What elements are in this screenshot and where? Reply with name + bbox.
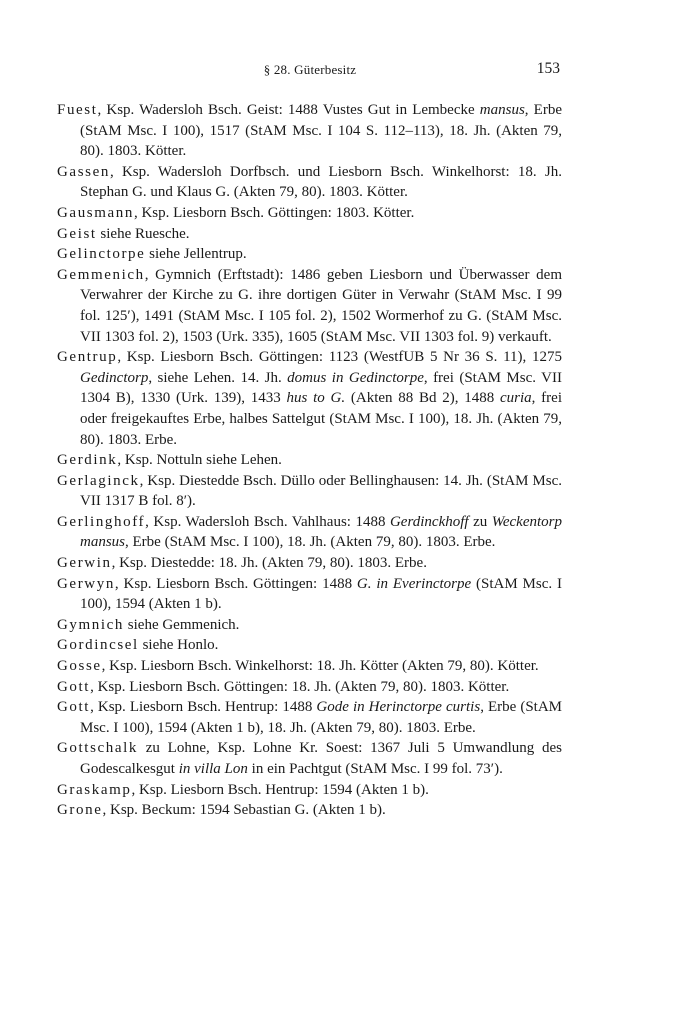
entry-headword: Gerwyn (57, 575, 115, 592)
entry-item (57, 780, 562, 801)
entry-headword: Gelinctorpe (57, 246, 146, 263)
entry-list (57, 100, 562, 821)
entry-text: , Ksp. Beckum: 1594 Sebastian G. (Akten 1 b). (102, 802, 386, 819)
entry-text: siehe Ruesche. (96, 225, 190, 242)
entry-item (57, 656, 562, 677)
entry-text-italic: Gode in Herinctorpe curtis (316, 699, 481, 716)
entry-text: , Ksp. Liesborn Bsch. Göttingen: 1488 (114, 575, 357, 592)
entry-text: , frei (StAM Msc. VII 1304 B), 1330 (Urk. 139), 1433 (80, 369, 563, 407)
entry-item (57, 512, 562, 553)
entry-text-italic: Gerdinckhoff (389, 513, 469, 530)
entry-headword: Gerlinghoff (57, 513, 146, 530)
entry-text: , frei oder freigekauftes Erbe, halbes Sattelgut (StAM Msc. I 100), 18. Jh. (Akten 79, 80). 1803. Erbe. (80, 390, 562, 448)
entry-text: , Erbe (StAM Msc. I 100), 1594 (Akten 1 b), 18. Jh. (Akten 79, 80). 1803. Erbe. (80, 699, 563, 736)
entry-text-italic: Gedinctorp (80, 369, 149, 386)
entry-text-italic: in villa Lon (178, 761, 248, 777)
entry-text: siehe Jellentrup. (145, 246, 247, 263)
entry-text: , Ksp. Liesborn Bsch. Hentrup: 1488 (90, 699, 317, 716)
entry-text: , Erbe (StAM Msc. I 100), 18. Jh. (Akten 79, 80). 1803. Erbe. (125, 534, 496, 551)
entry-headword: Gymnich (57, 616, 125, 633)
entry-text: zu Lohne, Ksp. Lohne Kr. Soest: 1367 Juli 5 Umwandlung des Godescalkesgut (80, 740, 562, 777)
entry-text: , Ksp. Wadersloh Dorfbsch. und Liesborn Bsch. Winkelhorst: 18. Jh. Stephan G. und Klaus G. (Akten 79, 80). 1803. Kötter. (80, 163, 562, 201)
page-header (60, 62, 560, 82)
entry-item (57, 677, 562, 698)
entry-item (57, 615, 562, 636)
entry-headword: Grone (57, 802, 103, 819)
entry-text-italic: hus to G. (286, 390, 346, 407)
entry-text: (Akten 88 Bd 2), 1488 (345, 390, 500, 407)
running-head: § 28. Güterbesitz (263, 62, 357, 77)
entry-text-italic: Weckentorp mansus (80, 513, 562, 551)
entry-item (57, 244, 562, 265)
entry-text: , Ksp. Diestedde Bsch. Düllo oder Bellinghausen: 14. Jh. (StAM Msc. VII 1317 B fol. 8′). (80, 472, 562, 510)
entry-item (57, 471, 562, 512)
entry-headword: Gausmann (57, 204, 134, 221)
entry-text: , Ksp. Liesborn Bsch. Göttingen: 18. Jh. (Akten 79, 80). 1803. Kötter. (90, 678, 510, 695)
entry-item (57, 100, 562, 162)
entry-text: , Ksp. Wadersloh Bsch. Geist: 1488 Vustes Gut in Lembecke (97, 102, 480, 118)
entry-item (57, 800, 562, 821)
entry-text-italic: G. in Everinctorpe (356, 575, 472, 592)
entry-headword: Gassen (57, 163, 110, 180)
entry-item (57, 162, 562, 203)
entry-headword: Gerlaginck (57, 472, 140, 489)
entry-text: , Erbe (StAM Msc. I 100), 1517 (StAM Msc. I 104 S. 112–113), 18. Jh. (Akten 79, 80). 1803. Kötter. (80, 102, 562, 160)
entry-text-italic: domus in Gedinctorpe (287, 369, 424, 386)
entry-text-italic: mansus (479, 102, 525, 118)
entry-text: siehe Honlo. (138, 637, 219, 654)
entry-item (57, 553, 562, 574)
page-number: 153 (536, 60, 560, 77)
entry-headword: Gott (57, 699, 91, 716)
entry-item (57, 574, 562, 615)
entry-text: zu (468, 513, 492, 530)
entry-headword: Geist (57, 225, 97, 242)
entry-text: , Gymnich (Erftstadt): 1486 geben Liesborn und Überwasser dem Verwahrer der Kirche zu G. ihre dortigen Güter in Verwahr (StAM Msc. I 99 fol. 125′), 1491 (StAM Msc. I 105 fol. 2), 1502 Wormerhof zu G. (StAM Msc. VII 1303 fol. 2), 1503 (Urk. 335), 1605 (StAM Msc. VII 1303 fol. 9) verkauft. (80, 266, 562, 345)
entry-headword: Gemmenich (57, 266, 145, 283)
entry-headword: Gerwin (57, 555, 112, 572)
entry-item (57, 224, 562, 245)
entry-item (57, 265, 562, 347)
entry-headword: Gosse (57, 658, 102, 675)
entry-text: in ein Pachtgut (StAM Msc. I 99 fol. 73′). (247, 761, 503, 777)
entry-text: , Ksp. Liesborn Bsch. Göttingen: 1123 (WestfUB 5 Nr 36 S. 11), 1275 (117, 349, 562, 366)
entry-headword: Gottschalk (57, 740, 138, 757)
entry-text-italic: curia (500, 390, 532, 407)
entry-headword: Fuest (57, 102, 98, 118)
entry-item (57, 450, 562, 471)
entry-item (57, 203, 562, 224)
entry-text: , siehe Lehen. 14. Jh. (148, 369, 288, 386)
entry-text: (StAM Msc. I 100), 1594 (Akten 1 b). (80, 575, 562, 613)
entry-text: , Ksp. Liesborn Bsch. Hentrup: 1594 (Akten 1 b). (131, 781, 429, 798)
entry-text: , Ksp. Liesborn Bsch. Göttingen: 1803. Kötter. (133, 204, 415, 221)
entry-headword: Gerdink (57, 452, 118, 469)
entry-headword: Gordincsel (57, 637, 139, 654)
entry-text: , Ksp. Diestedde: 18. Jh. (Akten 79, 80). 1803. Erbe. (111, 555, 427, 572)
entry-item (57, 635, 562, 656)
entry-headword: Gentrup (57, 349, 118, 366)
entry-text: , Ksp. Nottuln siehe Lehen. (117, 452, 282, 469)
entry-item (57, 347, 562, 450)
entry-headword: Gott (57, 678, 91, 695)
entry-headword: Graskamp (57, 781, 132, 798)
entry-text: , Ksp. Wadersloh Bsch. Vahlhaus: 1488 (145, 513, 390, 530)
entry-text: siehe Gemmenich. (124, 616, 240, 633)
entry-item (57, 697, 562, 738)
entry-text: , Ksp. Liesborn Bsch. Winkelhorst: 18. Jh. Kötter (Akten 79, 80). Kötter. (101, 658, 539, 675)
entry-item (57, 738, 562, 779)
